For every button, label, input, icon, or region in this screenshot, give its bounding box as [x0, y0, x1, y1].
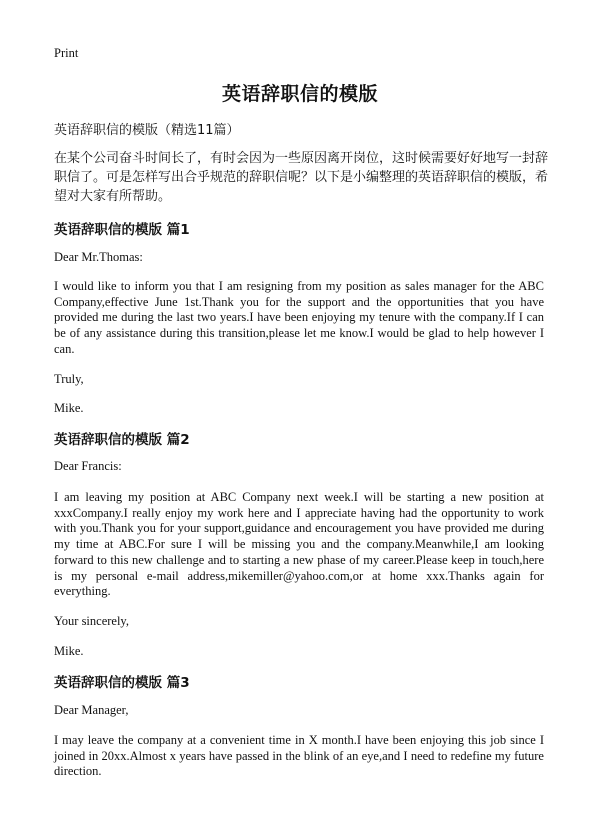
letter-2-closing: Your sincerely,	[54, 614, 129, 628]
letter-3-body: I may leave the company at a convenient time in X month.I have been enjoying this job since I joined in 20xx.Almost x years have passed in the blink of an eye,and I need to redefine my future direction.	[54, 733, 544, 779]
intro-paragraph: 在某个公司奋斗时间长了，有时会因为一些原因离开岗位，这时候需要好好地写一封辞职信了。可是怎样写出合乎规范的辞职信呢？以下是小编整理的英语辞职信的模版，希望对大家有所帮助。	[54, 151, 549, 204]
letter-3-salutation: Dear Manager,	[54, 703, 129, 717]
letter-2-body: I am leaving my position at ABC Company next week.I will be starting a new position at xxxCompany.I really enjoy my work here and I appreciate having had the opportunity to work with you.Thank you for your support,guidance and encouragement you have provided me during my time at ABC.For sure I will be missing you and the company.Meanwhile,I am looking forward to this new challenge and to starting a new phase of my career.Please keep in touch,here is my personal e-mail address,mikemiller@yahoo.com,or at home xxx.Thanks again for everything.	[54, 490, 544, 599]
letter-2-salutation: Dear Francis:	[54, 459, 122, 473]
letter-2-signature: Mike.	[54, 644, 84, 658]
letter-1-body: I would like to inform you that I am resigning from my position as sales manager for the ABC Company,effective June 1st.Thank you for the support and the opportunities that you have provided me during the last two years.I have been enjoying my tenure with the company.If I can be of any assistance during this transition,please let me know.I would be glad to help however I can.	[54, 279, 544, 356]
letter-1-heading: 英语辞职信的模版 篇1	[54, 222, 190, 238]
page-title: 英语辞职信的模版	[221, 83, 378, 105]
subtitle: 英语辞职信的模版（精选11篇）	[54, 123, 240, 138]
letter-2-heading: 英语辞职信的模版 篇2	[54, 432, 190, 448]
letter-3-heading: 英语辞职信的模版 篇3	[54, 675, 190, 691]
letter-1-salutation: Dear Mr.Thomas:	[54, 250, 143, 264]
print-link[interactable]: Print	[54, 46, 79, 60]
letter-1-closing: Truly,	[54, 372, 84, 386]
letter-1-signature: Mike.	[54, 401, 84, 415]
